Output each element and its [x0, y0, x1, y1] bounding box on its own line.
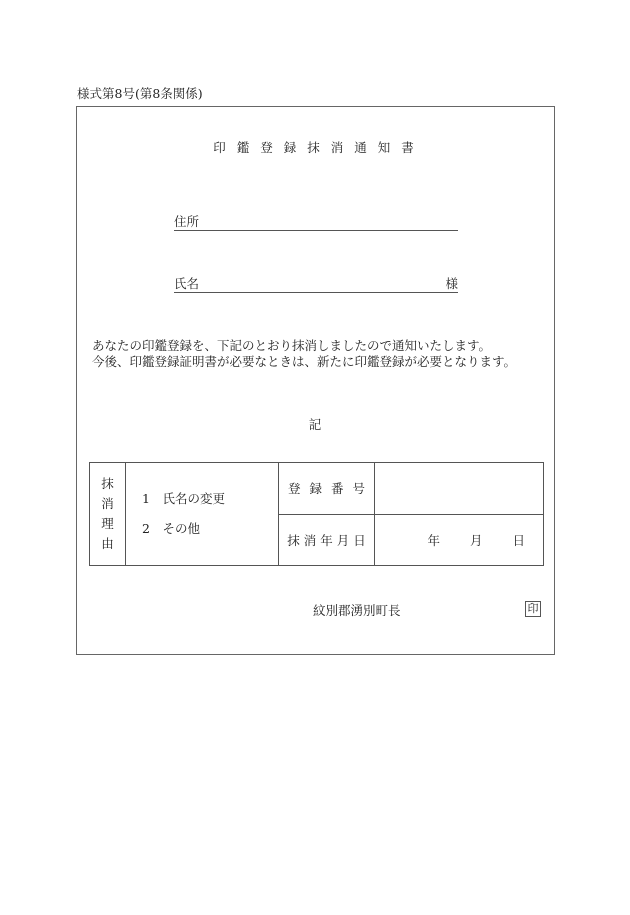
cancel-date-label-cell	[279, 514, 375, 566]
registration-number-label: 登録番号	[288, 481, 375, 497]
form-number: 様式第8号(第8条関係)	[77, 86, 203, 101]
year-unit: 年	[427, 532, 440, 548]
issuer-name: 紋別郡湧別町長	[313, 603, 401, 618]
document-title: 印鑑登録抹消通知書	[213, 140, 425, 155]
ki-heading: 記	[308, 417, 322, 432]
honorific-suffix: 様	[445, 276, 458, 291]
reason-option-2[interactable]: 2 その他	[142, 521, 200, 536]
reason-option-1[interactable]: 1 氏名の変更	[142, 491, 225, 506]
address-label: 住所	[174, 214, 200, 229]
notice-line-2: 今後、印鑑登録証明書が必要なときは、新たに印鑑登録が必要となります。	[92, 354, 517, 369]
registration-number-value[interactable]	[375, 463, 544, 515]
notice-line-1: あなたの印鑑登録を、下記のとおり抹消しましたので通知いたします。	[92, 338, 492, 353]
reason-header-char: 由	[101, 536, 114, 551]
month-unit: 月	[469, 532, 483, 548]
name-label: 氏名	[174, 276, 200, 291]
document-frame	[76, 106, 555, 655]
reason-header-char: 理	[101, 516, 114, 531]
name-field[interactable]	[174, 275, 458, 293]
cancel-date-label: 抹消年月日	[287, 532, 370, 548]
cancel-date-value[interactable]	[375, 514, 544, 566]
registration-number-label-cell	[279, 463, 375, 515]
day-unit: 日	[512, 532, 525, 548]
reason-header-char: 抹	[101, 476, 114, 491]
reasons-cell	[126, 463, 279, 566]
reason-header-char: 消	[101, 496, 114, 511]
cancellation-record-table	[89, 462, 544, 566]
seal-mark: 印	[525, 601, 541, 617]
notice-text	[92, 338, 516, 370]
reason-header-cell	[90, 463, 126, 566]
address-field[interactable]	[174, 213, 458, 231]
